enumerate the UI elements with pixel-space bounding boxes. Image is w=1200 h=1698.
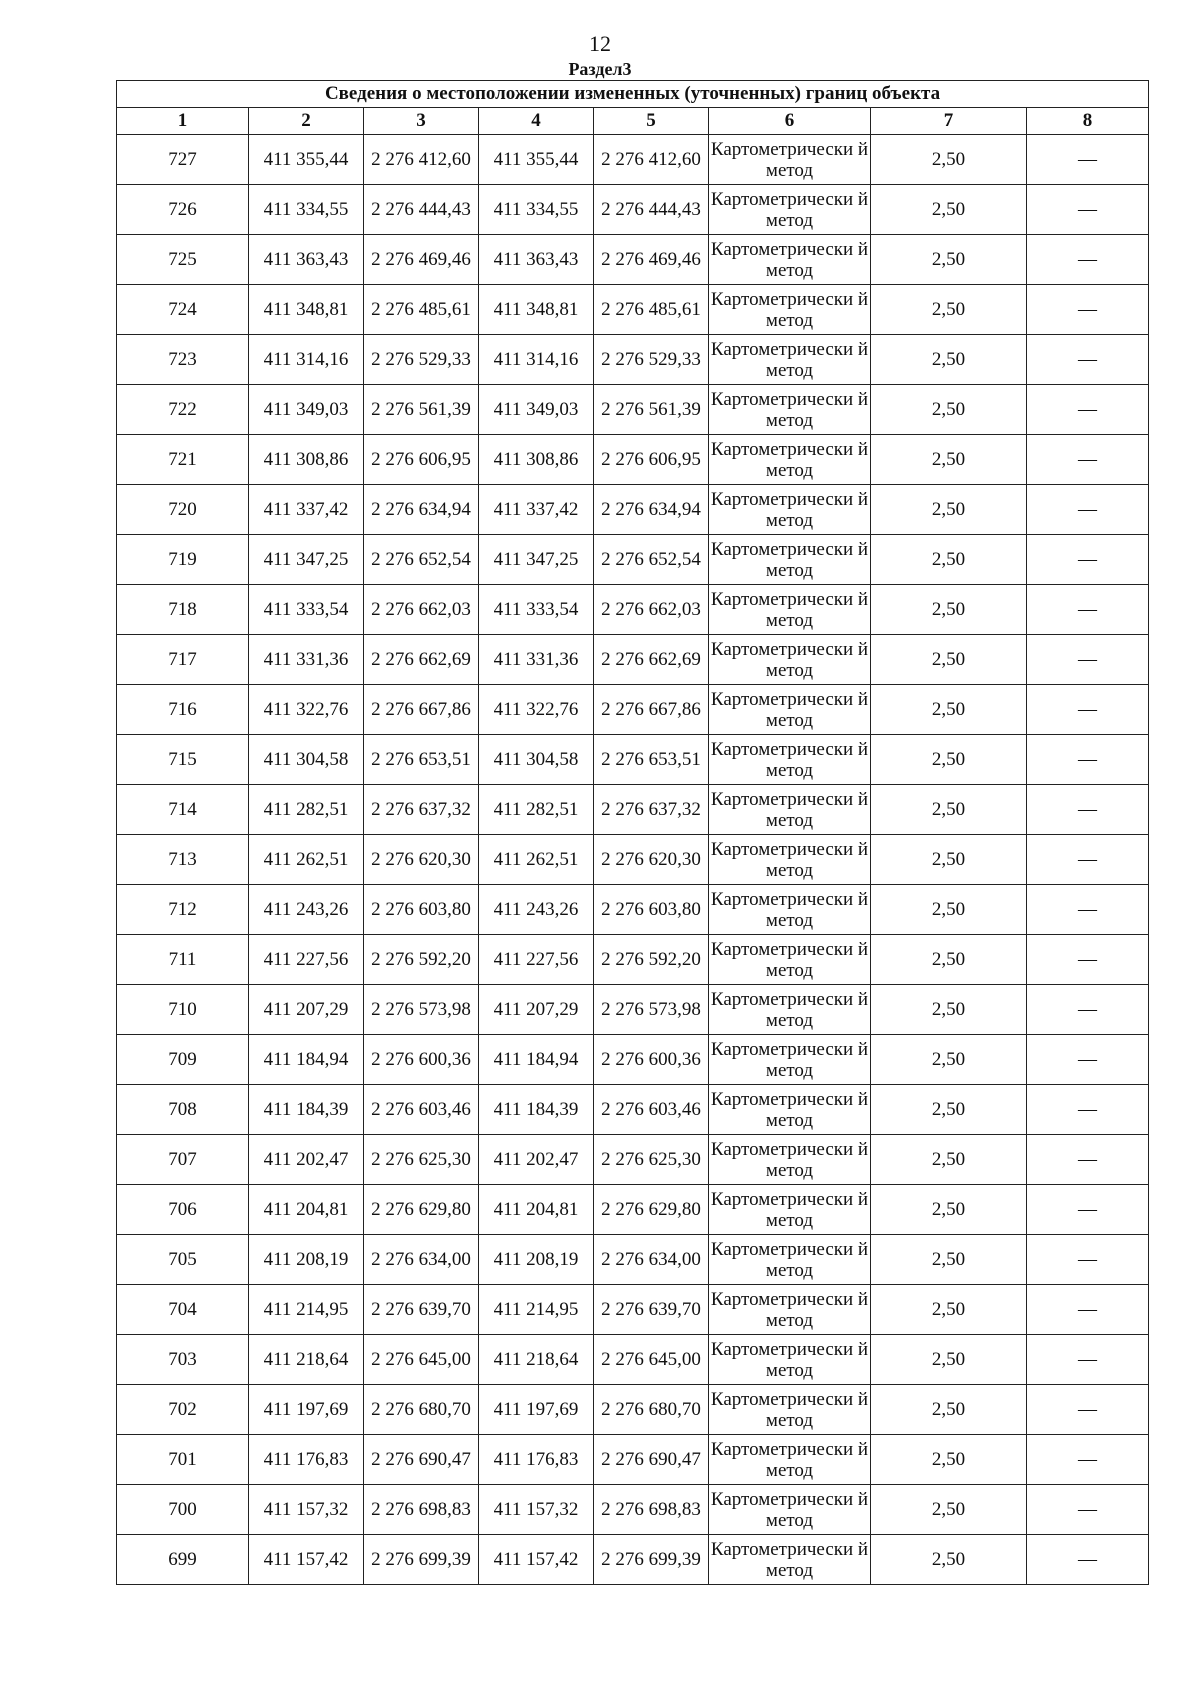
existing-x-cell: 411 227,56 [249, 935, 364, 985]
table-row [117, 785, 1149, 835]
refined-y-cell: 2 276 680,70 [594, 1385, 709, 1435]
existing-y-cell: 2 276 629,80 [364, 1185, 479, 1235]
accuracy-cell: 2,50 [871, 235, 1027, 285]
method-cell: Картометрически й метод [709, 685, 871, 735]
point-number-cell: 707 [117, 1135, 249, 1185]
table-row [117, 635, 1149, 685]
refined-y-cell: 2 276 603,46 [594, 1085, 709, 1135]
method-cell: Картометрически й метод [709, 785, 871, 835]
refined-y-cell: 2 276 634,00 [594, 1235, 709, 1285]
note-cell: — [1027, 1335, 1149, 1385]
refined-x-cell: 411 337,42 [479, 485, 594, 535]
existing-x-cell: 411 157,32 [249, 1485, 364, 1535]
refined-y-cell: 2 276 529,33 [594, 335, 709, 385]
point-number-cell: 716 [117, 685, 249, 735]
point-number-cell: 719 [117, 535, 249, 585]
note-cell: — [1027, 835, 1149, 885]
note-cell: — [1027, 985, 1149, 1035]
refined-x-cell: 411 349,03 [479, 385, 594, 435]
point-number-cell: 706 [117, 1185, 249, 1235]
existing-y-cell: 2 276 699,39 [364, 1535, 479, 1585]
method-cell: Картометрически й метод [709, 735, 871, 785]
accuracy-cell: 2,50 [871, 285, 1027, 335]
existing-y-cell: 2 276 529,33 [364, 335, 479, 385]
table-row [117, 1135, 1149, 1185]
existing-y-cell: 2 276 603,80 [364, 885, 479, 935]
point-number-cell: 710 [117, 985, 249, 1035]
refined-y-cell: 2 276 698,83 [594, 1485, 709, 1535]
point-number-cell: 724 [117, 285, 249, 335]
refined-x-cell: 411 363,43 [479, 235, 594, 285]
accuracy-cell: 2,50 [871, 685, 1027, 735]
method-cell: Картометрически й метод [709, 1035, 871, 1085]
section-title: Раздел3 [568, 59, 632, 79]
table-row [117, 285, 1149, 335]
point-number-cell: 712 [117, 885, 249, 935]
method-cell: Картометрически й метод [709, 1435, 871, 1485]
table-row [117, 1285, 1149, 1335]
table-row [117, 835, 1149, 885]
accuracy-cell: 2,50 [871, 585, 1027, 635]
method-cell: Картометрически й метод [709, 1485, 871, 1535]
existing-y-cell: 2 276 561,39 [364, 385, 479, 435]
point-number-cell: 699 [117, 1535, 249, 1585]
accuracy-cell: 2,50 [871, 535, 1027, 585]
refined-y-cell: 2 276 592,20 [594, 935, 709, 985]
existing-x-cell: 411 308,86 [249, 435, 364, 485]
column-number: 7 [871, 108, 1027, 135]
column-number-row [117, 108, 1149, 135]
existing-y-cell: 2 276 637,32 [364, 785, 479, 835]
refined-y-cell: 2 276 444,43 [594, 185, 709, 235]
refined-x-cell: 411 214,95 [479, 1285, 594, 1335]
refined-x-cell: 411 218,64 [479, 1335, 594, 1385]
refined-x-cell: 411 157,32 [479, 1485, 594, 1535]
point-number-cell: 726 [117, 185, 249, 235]
table-row [117, 1085, 1149, 1135]
refined-x-cell: 411 208,19 [479, 1235, 594, 1285]
existing-x-cell: 411 208,19 [249, 1235, 364, 1285]
existing-y-cell: 2 276 639,70 [364, 1285, 479, 1335]
table-row [117, 1035, 1149, 1085]
existing-y-cell: 2 276 485,61 [364, 285, 479, 335]
refined-x-cell: 411 207,29 [479, 985, 594, 1035]
accuracy-cell: 2,50 [871, 1335, 1027, 1385]
table-row [117, 1235, 1149, 1285]
existing-y-cell: 2 276 667,86 [364, 685, 479, 735]
refined-x-cell: 411 262,51 [479, 835, 594, 885]
accuracy-cell: 2,50 [871, 1485, 1027, 1535]
accuracy-cell: 2,50 [871, 1285, 1027, 1335]
existing-y-cell: 2 276 620,30 [364, 835, 479, 885]
existing-x-cell: 411 214,95 [249, 1285, 364, 1335]
refined-x-cell: 411 197,69 [479, 1385, 594, 1435]
table-row [117, 1185, 1149, 1235]
existing-y-cell: 2 276 645,00 [364, 1335, 479, 1385]
accuracy-cell: 2,50 [871, 935, 1027, 985]
accuracy-cell: 2,50 [871, 985, 1027, 1035]
existing-x-cell: 411 204,81 [249, 1185, 364, 1235]
existing-x-cell: 411 202,47 [249, 1135, 364, 1185]
existing-y-cell: 2 276 592,20 [364, 935, 479, 985]
refined-y-cell: 2 276 603,80 [594, 885, 709, 935]
note-cell: — [1027, 1435, 1149, 1485]
point-number-cell: 720 [117, 485, 249, 535]
existing-y-cell: 2 276 573,98 [364, 985, 479, 1035]
point-number-cell: 717 [117, 635, 249, 685]
method-cell: Картометрически й метод [709, 985, 871, 1035]
point-number-cell: 708 [117, 1085, 249, 1135]
table-row [117, 1335, 1149, 1385]
table-row [117, 735, 1149, 785]
existing-x-cell: 411 262,51 [249, 835, 364, 885]
point-number-cell: 723 [117, 335, 249, 385]
table-row [117, 685, 1149, 735]
existing-y-cell: 2 276 625,30 [364, 1135, 479, 1185]
accuracy-cell: 2,50 [871, 385, 1027, 435]
existing-y-cell: 2 276 662,69 [364, 635, 479, 685]
note-cell: — [1027, 1235, 1149, 1285]
method-cell: Картометрически й метод [709, 135, 871, 185]
refined-x-cell: 411 304,58 [479, 735, 594, 785]
refined-y-cell: 2 276 412,60 [594, 135, 709, 185]
method-cell: Картометрически й метод [709, 235, 871, 285]
method-cell: Картометрически й метод [709, 1235, 871, 1285]
point-number-cell: 713 [117, 835, 249, 885]
refined-x-cell: 411 176,83 [479, 1435, 594, 1485]
note-cell: — [1027, 485, 1149, 535]
note-cell: — [1027, 735, 1149, 785]
existing-x-cell: 411 184,94 [249, 1035, 364, 1085]
accuracy-cell: 2,50 [871, 1535, 1027, 1585]
table-row [117, 935, 1149, 985]
column-number: 4 [479, 108, 594, 135]
note-cell: — [1027, 435, 1149, 485]
refined-y-cell: 2 276 485,61 [594, 285, 709, 335]
existing-y-cell: 2 276 652,54 [364, 535, 479, 585]
existing-x-cell: 411 282,51 [249, 785, 364, 835]
refined-x-cell: 411 204,81 [479, 1185, 594, 1235]
note-cell: — [1027, 1385, 1149, 1435]
refined-y-cell: 2 276 634,94 [594, 485, 709, 535]
method-cell: Картометрически й метод [709, 435, 871, 485]
existing-y-cell: 2 276 600,36 [364, 1035, 479, 1085]
note-cell: — [1027, 885, 1149, 935]
refined-x-cell: 411 308,86 [479, 435, 594, 485]
note-cell: — [1027, 935, 1149, 985]
existing-y-cell: 2 276 603,46 [364, 1085, 479, 1135]
table-row [117, 1385, 1149, 1435]
existing-x-cell: 411 304,58 [249, 735, 364, 785]
method-cell: Картометрически й метод [709, 485, 871, 535]
existing-y-cell: 2 276 634,94 [364, 485, 479, 535]
note-cell: — [1027, 185, 1149, 235]
table-row [117, 485, 1149, 535]
note-cell: — [1027, 1135, 1149, 1185]
column-number: 5 [594, 108, 709, 135]
table-row [117, 185, 1149, 235]
refined-y-cell: 2 276 662,03 [594, 585, 709, 635]
table-row [117, 1435, 1149, 1485]
existing-x-cell: 411 349,03 [249, 385, 364, 435]
accuracy-cell: 2,50 [871, 135, 1027, 185]
method-cell: Картометрически й метод [709, 335, 871, 385]
existing-x-cell: 411 334,55 [249, 185, 364, 235]
method-cell: Картометрически й метод [709, 285, 871, 335]
refined-x-cell: 411 227,56 [479, 935, 594, 985]
refined-y-cell: 2 276 639,70 [594, 1285, 709, 1335]
method-cell: Картометрически й метод [709, 1335, 871, 1385]
refined-x-cell: 411 355,44 [479, 135, 594, 185]
existing-x-cell: 411 333,54 [249, 585, 364, 635]
accuracy-cell: 2,50 [871, 185, 1027, 235]
column-number: 2 [249, 108, 364, 135]
coordinates-table [116, 80, 1149, 1585]
method-cell: Картометрически й метод [709, 1085, 871, 1135]
existing-x-cell: 411 157,42 [249, 1535, 364, 1585]
method-cell: Картометрически й метод [709, 185, 871, 235]
column-number: 3 [364, 108, 479, 135]
point-number-cell: 715 [117, 735, 249, 785]
note-cell: — [1027, 785, 1149, 835]
note-cell: — [1027, 135, 1149, 185]
method-cell: Картометрически й метод [709, 385, 871, 435]
refined-x-cell: 411 184,39 [479, 1085, 594, 1135]
method-cell: Картометрически й метод [709, 835, 871, 885]
accuracy-cell: 2,50 [871, 1435, 1027, 1485]
existing-y-cell: 2 276 653,51 [364, 735, 479, 785]
method-cell: Картометрически й метод [709, 935, 871, 985]
existing-y-cell: 2 276 606,95 [364, 435, 479, 485]
note-cell: — [1027, 635, 1149, 685]
refined-x-cell: 411 314,16 [479, 335, 594, 385]
accuracy-cell: 2,50 [871, 885, 1027, 935]
note-cell: — [1027, 1535, 1149, 1585]
existing-y-cell: 2 276 690,47 [364, 1435, 479, 1485]
existing-x-cell: 411 337,42 [249, 485, 364, 535]
refined-y-cell: 2 276 625,30 [594, 1135, 709, 1185]
method-cell: Картометрически й метод [709, 635, 871, 685]
existing-y-cell: 2 276 634,00 [364, 1235, 479, 1285]
table-row [117, 235, 1149, 285]
accuracy-cell: 2,50 [871, 735, 1027, 785]
refined-x-cell: 411 334,55 [479, 185, 594, 235]
accuracy-cell: 2,50 [871, 1035, 1027, 1085]
table-row [117, 985, 1149, 1035]
accuracy-cell: 2,50 [871, 1085, 1027, 1135]
point-number-cell: 722 [117, 385, 249, 435]
refined-y-cell: 2 276 600,36 [594, 1035, 709, 1085]
accuracy-cell: 2,50 [871, 835, 1027, 885]
refined-y-cell: 2 276 645,00 [594, 1335, 709, 1385]
refined-x-cell: 411 157,42 [479, 1535, 594, 1585]
note-cell: — [1027, 1035, 1149, 1085]
existing-y-cell: 2 276 412,60 [364, 135, 479, 185]
existing-x-cell: 411 363,43 [249, 235, 364, 285]
existing-x-cell: 411 314,16 [249, 335, 364, 385]
note-cell: — [1027, 1185, 1149, 1235]
existing-y-cell: 2 276 680,70 [364, 1385, 479, 1435]
accuracy-cell: 2,50 [871, 435, 1027, 485]
point-number-cell: 714 [117, 785, 249, 835]
method-cell: Картометрически й метод [709, 1535, 871, 1585]
existing-y-cell: 2 276 444,43 [364, 185, 479, 235]
refined-y-cell: 2 276 699,39 [594, 1535, 709, 1585]
accuracy-cell: 2,50 [871, 1235, 1027, 1285]
refined-x-cell: 411 243,26 [479, 885, 594, 935]
existing-x-cell: 411 348,81 [249, 285, 364, 335]
existing-x-cell: 411 218,64 [249, 1335, 364, 1385]
column-number: 6 [709, 108, 871, 135]
refined-y-cell: 2 276 620,30 [594, 835, 709, 885]
refined-x-cell: 411 322,76 [479, 685, 594, 735]
method-cell: Картометрически й метод [709, 885, 871, 935]
refined-x-cell: 411 282,51 [479, 785, 594, 835]
note-cell: — [1027, 1285, 1149, 1335]
point-number-cell: 702 [117, 1385, 249, 1435]
note-cell: — [1027, 535, 1149, 585]
table-caption: Сведения о местоположении измененных (уточненных) границ объекта [117, 81, 1149, 108]
method-cell: Картометрически й метод [709, 535, 871, 585]
existing-x-cell: 411 184,39 [249, 1085, 364, 1135]
accuracy-cell: 2,50 [871, 485, 1027, 535]
table-row [117, 435, 1149, 485]
accuracy-cell: 2,50 [871, 1385, 1027, 1435]
existing-x-cell: 411 207,29 [249, 985, 364, 1035]
refined-y-cell: 2 276 653,51 [594, 735, 709, 785]
existing-x-cell: 411 355,44 [249, 135, 364, 185]
table-body [117, 135, 1149, 1585]
existing-y-cell: 2 276 469,46 [364, 235, 479, 285]
point-number-cell: 701 [117, 1435, 249, 1485]
point-number-cell: 709 [117, 1035, 249, 1085]
refined-y-cell: 2 276 652,54 [594, 535, 709, 585]
note-cell: — [1027, 235, 1149, 285]
refined-x-cell: 411 348,81 [479, 285, 594, 335]
existing-y-cell: 2 276 662,03 [364, 585, 479, 635]
point-number-cell: 725 [117, 235, 249, 285]
accuracy-cell: 2,50 [871, 785, 1027, 835]
note-cell: — [1027, 335, 1149, 385]
table-row [117, 135, 1149, 185]
method-cell: Картометрически й метод [709, 585, 871, 635]
table-row [117, 585, 1149, 635]
page-number: 12 [589, 31, 611, 56]
refined-y-cell: 2 276 561,39 [594, 385, 709, 435]
refined-y-cell: 2 276 662,69 [594, 635, 709, 685]
existing-x-cell: 411 197,69 [249, 1385, 364, 1435]
note-cell: — [1027, 285, 1149, 335]
refined-x-cell: 411 184,94 [479, 1035, 594, 1085]
point-number-cell: 718 [117, 585, 249, 635]
refined-x-cell: 411 333,54 [479, 585, 594, 635]
table-row [117, 1485, 1149, 1535]
refined-y-cell: 2 276 573,98 [594, 985, 709, 1035]
table-row [117, 1535, 1149, 1585]
existing-x-cell: 411 176,83 [249, 1435, 364, 1485]
method-cell: Картометрически й метод [709, 1135, 871, 1185]
refined-y-cell: 2 276 629,80 [594, 1185, 709, 1235]
refined-y-cell: 2 276 690,47 [594, 1435, 709, 1485]
refined-x-cell: 411 331,36 [479, 635, 594, 685]
note-cell: — [1027, 385, 1149, 435]
note-cell: — [1027, 1485, 1149, 1535]
note-cell: — [1027, 685, 1149, 735]
point-number-cell: 721 [117, 435, 249, 485]
table-row [117, 885, 1149, 935]
accuracy-cell: 2,50 [871, 635, 1027, 685]
refined-y-cell: 2 276 637,32 [594, 785, 709, 835]
existing-x-cell: 411 347,25 [249, 535, 364, 585]
point-number-cell: 711 [117, 935, 249, 985]
refined-y-cell: 2 276 606,95 [594, 435, 709, 485]
column-number: 8 [1027, 108, 1149, 135]
column-number: 1 [117, 108, 249, 135]
method-cell: Картометрически й метод [709, 1185, 871, 1235]
refined-y-cell: 2 276 667,86 [594, 685, 709, 735]
point-number-cell: 705 [117, 1235, 249, 1285]
refined-x-cell: 411 347,25 [479, 535, 594, 585]
note-cell: — [1027, 585, 1149, 635]
refined-x-cell: 411 202,47 [479, 1135, 594, 1185]
table-row [117, 385, 1149, 435]
accuracy-cell: 2,50 [871, 1135, 1027, 1185]
existing-y-cell: 2 276 698,83 [364, 1485, 479, 1535]
existing-x-cell: 411 243,26 [249, 885, 364, 935]
table-row [117, 535, 1149, 585]
method-cell: Картометрически й метод [709, 1385, 871, 1435]
existing-x-cell: 411 322,76 [249, 685, 364, 735]
point-number-cell: 727 [117, 135, 249, 185]
point-number-cell: 704 [117, 1285, 249, 1335]
point-number-cell: 700 [117, 1485, 249, 1535]
accuracy-cell: 2,50 [871, 1185, 1027, 1235]
existing-x-cell: 411 331,36 [249, 635, 364, 685]
accuracy-cell: 2,50 [871, 335, 1027, 385]
method-cell: Картометрически й метод [709, 1285, 871, 1335]
point-number-cell: 703 [117, 1335, 249, 1385]
refined-y-cell: 2 276 469,46 [594, 235, 709, 285]
note-cell: — [1027, 1085, 1149, 1135]
table-row [117, 335, 1149, 385]
